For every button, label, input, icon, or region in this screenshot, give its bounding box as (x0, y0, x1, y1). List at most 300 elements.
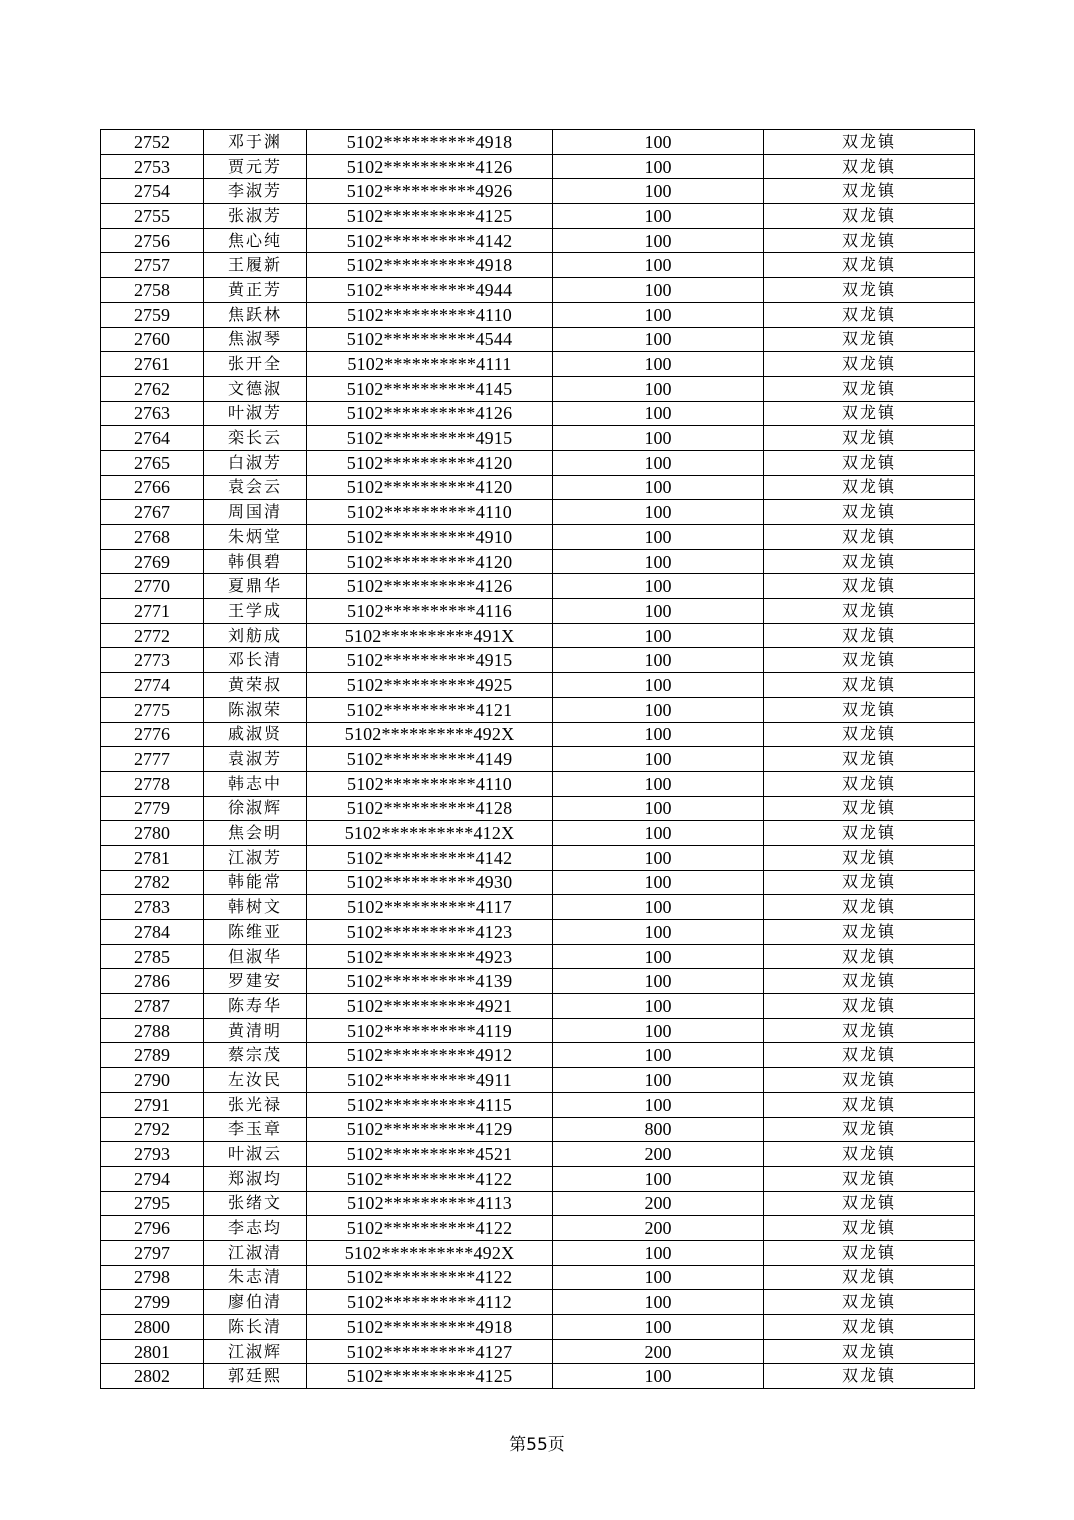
table-row (101, 253, 975, 278)
table-row (101, 895, 975, 920)
id-number-cell: 5102**********4915 (307, 426, 553, 451)
id-number-cell: 5102**********4121 (307, 697, 553, 722)
town-cell: 双龙镇 (764, 722, 975, 747)
name-cell: 韩树文 (204, 895, 307, 920)
id-number-cell: 5102**********4544 (307, 327, 553, 352)
row-number-cell: 2788 (101, 1018, 204, 1043)
id-number-cell: 5102**********4915 (307, 648, 553, 673)
amount-cell: 100 (553, 179, 764, 204)
name-cell: 韩能常 (204, 870, 307, 895)
row-number-cell: 2795 (101, 1191, 204, 1216)
town-cell: 双龙镇 (764, 549, 975, 574)
table-row (101, 278, 975, 303)
row-number-cell: 2781 (101, 845, 204, 870)
name-cell: 黄正芳 (204, 278, 307, 303)
amount-cell: 100 (553, 500, 764, 525)
name-cell: 陈寿华 (204, 994, 307, 1019)
row-number-cell: 2775 (101, 697, 204, 722)
name-cell: 韩俱碧 (204, 549, 307, 574)
amount-cell: 100 (553, 796, 764, 821)
row-number-cell: 2789 (101, 1043, 204, 1068)
table-row (101, 673, 975, 698)
id-number-cell: 5102**********4911 (307, 1068, 553, 1093)
amount-cell: 100 (553, 895, 764, 920)
row-number-cell: 2801 (101, 1339, 204, 1364)
amount-cell: 100 (553, 771, 764, 796)
name-cell: 朱炳堂 (204, 525, 307, 550)
town-cell: 双龙镇 (764, 1216, 975, 1241)
id-number-cell: 5102**********4122 (307, 1166, 553, 1191)
name-cell: 李志均 (204, 1216, 307, 1241)
table-row (101, 475, 975, 500)
table-row (101, 1068, 975, 1093)
row-number-cell: 2785 (101, 944, 204, 969)
table-row (101, 1290, 975, 1315)
name-cell: 张绪文 (204, 1191, 307, 1216)
table-row (101, 697, 975, 722)
amount-cell: 100 (553, 1315, 764, 1340)
table-row (101, 722, 975, 747)
table-row (101, 1018, 975, 1043)
name-cell: 但淑华 (204, 944, 307, 969)
town-cell: 双龙镇 (764, 401, 975, 426)
town-cell: 双龙镇 (764, 1117, 975, 1142)
id-number-cell: 5102**********4116 (307, 599, 553, 624)
amount-cell: 100 (553, 1290, 764, 1315)
row-number-cell: 2776 (101, 722, 204, 747)
row-number-cell: 2763 (101, 401, 204, 426)
name-cell: 郑淑均 (204, 1166, 307, 1191)
id-number-cell: 5102**********4910 (307, 525, 553, 550)
amount-cell: 100 (553, 204, 764, 229)
amount-cell: 100 (553, 475, 764, 500)
table-row (101, 771, 975, 796)
name-cell: 朱志清 (204, 1265, 307, 1290)
id-number-cell: 5102**********4918 (307, 1315, 553, 1340)
id-number-cell: 5102**********4126 (307, 401, 553, 426)
town-cell: 双龙镇 (764, 895, 975, 920)
id-number-cell: 5102**********4129 (307, 1117, 553, 1142)
table-row (101, 1043, 975, 1068)
id-number-cell: 5102**********4110 (307, 302, 553, 327)
row-number-cell: 2764 (101, 426, 204, 451)
row-number-cell: 2778 (101, 771, 204, 796)
town-cell: 双龙镇 (764, 599, 975, 624)
amount-cell: 100 (553, 845, 764, 870)
row-number-cell: 2791 (101, 1092, 204, 1117)
amount-cell: 100 (553, 722, 764, 747)
town-cell: 双龙镇 (764, 1290, 975, 1315)
town-cell: 双龙镇 (764, 1166, 975, 1191)
table-row (101, 796, 975, 821)
amount-cell: 100 (553, 994, 764, 1019)
name-cell: 徐淑辉 (204, 796, 307, 821)
row-number-cell: 2799 (101, 1290, 204, 1315)
amount-cell: 100 (553, 697, 764, 722)
town-cell: 双龙镇 (764, 845, 975, 870)
row-number-cell: 2796 (101, 1216, 204, 1241)
amount-cell: 100 (553, 450, 764, 475)
row-number-cell: 2779 (101, 796, 204, 821)
town-cell: 双龙镇 (764, 450, 975, 475)
amount-cell: 100 (553, 228, 764, 253)
town-cell: 双龙镇 (764, 1191, 975, 1216)
row-number-cell: 2780 (101, 821, 204, 846)
id-number-cell: 5102**********4123 (307, 920, 553, 945)
row-number-cell: 2753 (101, 154, 204, 179)
town-cell: 双龙镇 (764, 1265, 975, 1290)
id-number-cell: 5102**********4142 (307, 845, 553, 870)
town-cell: 双龙镇 (764, 697, 975, 722)
row-number-cell: 2756 (101, 228, 204, 253)
name-cell: 焦心纯 (204, 228, 307, 253)
name-cell: 江淑清 (204, 1240, 307, 1265)
amount-cell: 200 (553, 1216, 764, 1241)
row-number-cell: 2774 (101, 673, 204, 698)
table-row (101, 1117, 975, 1142)
table-row (101, 450, 975, 475)
name-cell: 周国清 (204, 500, 307, 525)
name-cell: 张光禄 (204, 1092, 307, 1117)
amount-cell: 100 (553, 154, 764, 179)
id-number-cell: 5102**********4930 (307, 870, 553, 895)
id-number-cell: 5102**********4925 (307, 673, 553, 698)
id-number-cell: 5102**********4921 (307, 994, 553, 1019)
table-row (101, 1191, 975, 1216)
amount-cell: 100 (553, 376, 764, 401)
id-number-cell: 5102**********4112 (307, 1290, 553, 1315)
amount-cell: 100 (553, 969, 764, 994)
town-cell: 双龙镇 (764, 623, 975, 648)
table-row (101, 1364, 975, 1389)
town-cell: 双龙镇 (764, 771, 975, 796)
town-cell: 双龙镇 (764, 920, 975, 945)
name-cell: 江淑芳 (204, 845, 307, 870)
table-row (101, 1265, 975, 1290)
town-cell: 双龙镇 (764, 130, 975, 155)
id-number-cell: 5102**********491X (307, 623, 553, 648)
row-number-cell: 2797 (101, 1240, 204, 1265)
town-cell: 双龙镇 (764, 1092, 975, 1117)
row-number-cell: 2759 (101, 302, 204, 327)
id-number-cell: 5102**********4117 (307, 895, 553, 920)
row-number-cell: 2793 (101, 1142, 204, 1167)
town-cell: 双龙镇 (764, 500, 975, 525)
id-number-cell: 5102**********4120 (307, 475, 553, 500)
table-row (101, 179, 975, 204)
amount-cell: 100 (553, 1092, 764, 1117)
id-number-cell: 5102**********4115 (307, 1092, 553, 1117)
row-number-cell: 2773 (101, 648, 204, 673)
row-number-cell: 2769 (101, 549, 204, 574)
amount-cell: 200 (553, 1142, 764, 1167)
table-row (101, 845, 975, 870)
town-cell: 双龙镇 (764, 747, 975, 772)
table-row (101, 599, 975, 624)
amount-cell: 100 (553, 549, 764, 574)
amount-cell: 100 (553, 1018, 764, 1043)
table-row (101, 994, 975, 1019)
table-row (101, 1339, 975, 1364)
table-row (101, 401, 975, 426)
id-number-cell: 5102**********4926 (307, 179, 553, 204)
row-number-cell: 2766 (101, 475, 204, 500)
town-cell: 双龙镇 (764, 994, 975, 1019)
row-number-cell: 2786 (101, 969, 204, 994)
town-cell: 双龙镇 (764, 1043, 975, 1068)
row-number-cell: 2771 (101, 599, 204, 624)
amount-cell: 100 (553, 278, 764, 303)
amount-cell: 100 (553, 599, 764, 624)
row-number-cell: 2790 (101, 1068, 204, 1093)
id-number-cell: 5102**********4944 (307, 278, 553, 303)
amount-cell: 100 (553, 1043, 764, 1068)
amount-cell: 100 (553, 1166, 764, 1191)
name-cell: 陈维亚 (204, 920, 307, 945)
table-row (101, 525, 975, 550)
town-cell: 双龙镇 (764, 352, 975, 377)
amount-cell: 200 (553, 1339, 764, 1364)
amount-cell: 100 (553, 352, 764, 377)
town-cell: 双龙镇 (764, 179, 975, 204)
town-cell: 双龙镇 (764, 1339, 975, 1364)
table-row (101, 1142, 975, 1167)
amount-cell: 800 (553, 1117, 764, 1142)
row-number-cell: 2787 (101, 994, 204, 1019)
name-cell: 王学成 (204, 599, 307, 624)
name-cell: 文德淑 (204, 376, 307, 401)
id-number-cell: 5102**********4145 (307, 376, 553, 401)
row-number-cell: 2761 (101, 352, 204, 377)
name-cell: 栾长云 (204, 426, 307, 451)
table-row (101, 228, 975, 253)
table-row (101, 549, 975, 574)
amount-cell: 100 (553, 327, 764, 352)
name-cell: 邓长清 (204, 648, 307, 673)
id-number-cell: 5102**********4149 (307, 747, 553, 772)
row-number-cell: 2765 (101, 450, 204, 475)
name-cell: 袁会云 (204, 475, 307, 500)
town-cell: 双龙镇 (764, 1142, 975, 1167)
town-cell: 双龙镇 (764, 944, 975, 969)
row-number-cell: 2760 (101, 327, 204, 352)
row-number-cell: 2802 (101, 1364, 204, 1389)
town-cell: 双龙镇 (764, 475, 975, 500)
name-cell: 江淑辉 (204, 1339, 307, 1364)
table-row (101, 747, 975, 772)
name-cell: 白淑芳 (204, 450, 307, 475)
town-cell: 双龙镇 (764, 154, 975, 179)
town-cell: 双龙镇 (764, 1240, 975, 1265)
name-cell: 陈长清 (204, 1315, 307, 1340)
amount-cell: 100 (553, 574, 764, 599)
town-cell: 双龙镇 (764, 648, 975, 673)
id-number-cell: 5102**********4142 (307, 228, 553, 253)
amount-cell: 100 (553, 1240, 764, 1265)
amount-cell: 100 (553, 821, 764, 846)
table-row (101, 327, 975, 352)
table-row (101, 1315, 975, 1340)
table-row (101, 574, 975, 599)
town-cell: 双龙镇 (764, 1315, 975, 1340)
row-number-cell: 2768 (101, 525, 204, 550)
row-number-cell: 2783 (101, 895, 204, 920)
id-number-cell: 5102**********4918 (307, 253, 553, 278)
table-row (101, 204, 975, 229)
amount-cell: 200 (553, 1191, 764, 1216)
name-cell: 邓于渊 (204, 130, 307, 155)
amount-cell: 100 (553, 623, 764, 648)
amount-cell: 100 (553, 1364, 764, 1389)
id-number-cell: 5102**********492X (307, 722, 553, 747)
amount-cell: 100 (553, 870, 764, 895)
amount-cell: 100 (553, 426, 764, 451)
amount-cell: 100 (553, 920, 764, 945)
town-cell: 双龙镇 (764, 302, 975, 327)
row-number-cell: 2794 (101, 1166, 204, 1191)
row-number-cell: 2758 (101, 278, 204, 303)
name-cell: 黄清明 (204, 1018, 307, 1043)
row-number-cell: 2770 (101, 574, 204, 599)
town-cell: 双龙镇 (764, 673, 975, 698)
name-cell: 廖伯清 (204, 1290, 307, 1315)
town-cell: 双龙镇 (764, 1018, 975, 1043)
table-row (101, 426, 975, 451)
id-number-cell: 5102**********4119 (307, 1018, 553, 1043)
name-cell: 刘舫成 (204, 623, 307, 648)
town-cell: 双龙镇 (764, 376, 975, 401)
name-cell: 焦淑琴 (204, 327, 307, 352)
row-number-cell: 2755 (101, 204, 204, 229)
id-number-cell: 5102**********4125 (307, 1364, 553, 1389)
id-number-cell: 5102**********492X (307, 1240, 553, 1265)
table-row (101, 500, 975, 525)
table-row (101, 1092, 975, 1117)
table-row (101, 1166, 975, 1191)
row-number-cell: 2767 (101, 500, 204, 525)
row-number-cell: 2762 (101, 376, 204, 401)
amount-cell: 100 (553, 130, 764, 155)
name-cell: 蔡宗茂 (204, 1043, 307, 1068)
roster-table (100, 129, 975, 1389)
town-cell: 双龙镇 (764, 327, 975, 352)
name-cell: 李玉章 (204, 1117, 307, 1142)
id-number-cell: 5102**********4912 (307, 1043, 553, 1068)
id-number-cell: 5102**********4110 (307, 500, 553, 525)
town-cell: 双龙镇 (764, 228, 975, 253)
town-cell: 双龙镇 (764, 1364, 975, 1389)
amount-cell: 100 (553, 525, 764, 550)
table-row (101, 1240, 975, 1265)
town-cell: 双龙镇 (764, 253, 975, 278)
id-number-cell: 5102**********4113 (307, 1191, 553, 1216)
table-row (101, 920, 975, 945)
id-number-cell: 5102**********412X (307, 821, 553, 846)
row-number-cell: 2798 (101, 1265, 204, 1290)
town-cell: 双龙镇 (764, 969, 975, 994)
table-row (101, 154, 975, 179)
table-row (101, 648, 975, 673)
town-cell: 双龙镇 (764, 821, 975, 846)
table-row (101, 1216, 975, 1241)
town-cell: 双龙镇 (764, 574, 975, 599)
name-cell: 戚淑贤 (204, 722, 307, 747)
id-number-cell: 5102**********4139 (307, 969, 553, 994)
name-cell: 夏鼎华 (204, 574, 307, 599)
id-number-cell: 5102**********4120 (307, 450, 553, 475)
amount-cell: 100 (553, 302, 764, 327)
table-row (101, 944, 975, 969)
name-cell: 李淑芳 (204, 179, 307, 204)
row-number-cell: 2800 (101, 1315, 204, 1340)
row-number-cell: 2772 (101, 623, 204, 648)
amount-cell: 100 (553, 253, 764, 278)
town-cell: 双龙镇 (764, 870, 975, 895)
name-cell: 王履新 (204, 253, 307, 278)
town-cell: 双龙镇 (764, 1068, 975, 1093)
table-row (101, 352, 975, 377)
name-cell: 贾元芳 (204, 154, 307, 179)
id-number-cell: 5102**********4126 (307, 574, 553, 599)
id-number-cell: 5102**********4128 (307, 796, 553, 821)
id-number-cell: 5102**********4125 (307, 204, 553, 229)
amount-cell: 100 (553, 648, 764, 673)
row-number-cell: 2784 (101, 920, 204, 945)
row-number-cell: 2782 (101, 870, 204, 895)
row-number-cell: 2757 (101, 253, 204, 278)
id-number-cell: 5102**********4126 (307, 154, 553, 179)
name-cell: 陈淑荣 (204, 697, 307, 722)
page-number: 第55页 (509, 1435, 565, 1455)
row-number-cell: 2777 (101, 747, 204, 772)
id-number-cell: 5102**********4120 (307, 549, 553, 574)
town-cell: 双龙镇 (764, 525, 975, 550)
id-number-cell: 5102**********4122 (307, 1216, 553, 1241)
table-row (101, 130, 975, 155)
table-row (101, 969, 975, 994)
id-number-cell: 5102**********4923 (307, 944, 553, 969)
name-cell: 罗建安 (204, 969, 307, 994)
town-cell: 双龙镇 (764, 796, 975, 821)
id-number-cell: 5102**********4111 (307, 352, 553, 377)
name-cell: 袁淑芳 (204, 747, 307, 772)
name-cell: 黄荣叔 (204, 673, 307, 698)
name-cell: 郭廷熙 (204, 1364, 307, 1389)
name-cell: 张开全 (204, 352, 307, 377)
town-cell: 双龙镇 (764, 204, 975, 229)
name-cell: 张淑芳 (204, 204, 307, 229)
row-number-cell: 2754 (101, 179, 204, 204)
name-cell: 叶淑芳 (204, 401, 307, 426)
amount-cell: 100 (553, 944, 764, 969)
name-cell: 焦跃林 (204, 302, 307, 327)
id-number-cell: 5102**********4918 (307, 130, 553, 155)
amount-cell: 100 (553, 1265, 764, 1290)
row-number-cell: 2792 (101, 1117, 204, 1142)
town-cell: 双龙镇 (764, 426, 975, 451)
table-row (101, 623, 975, 648)
table-row (101, 821, 975, 846)
table-row (101, 302, 975, 327)
name-cell: 左汝民 (204, 1068, 307, 1093)
id-number-cell: 5102**********4122 (307, 1265, 553, 1290)
amount-cell: 100 (553, 1068, 764, 1093)
name-cell: 焦会明 (204, 821, 307, 846)
roster-table-body (101, 130, 975, 1389)
row-number-cell: 2752 (101, 130, 204, 155)
id-number-cell: 5102**********4521 (307, 1142, 553, 1167)
town-cell: 双龙镇 (764, 278, 975, 303)
